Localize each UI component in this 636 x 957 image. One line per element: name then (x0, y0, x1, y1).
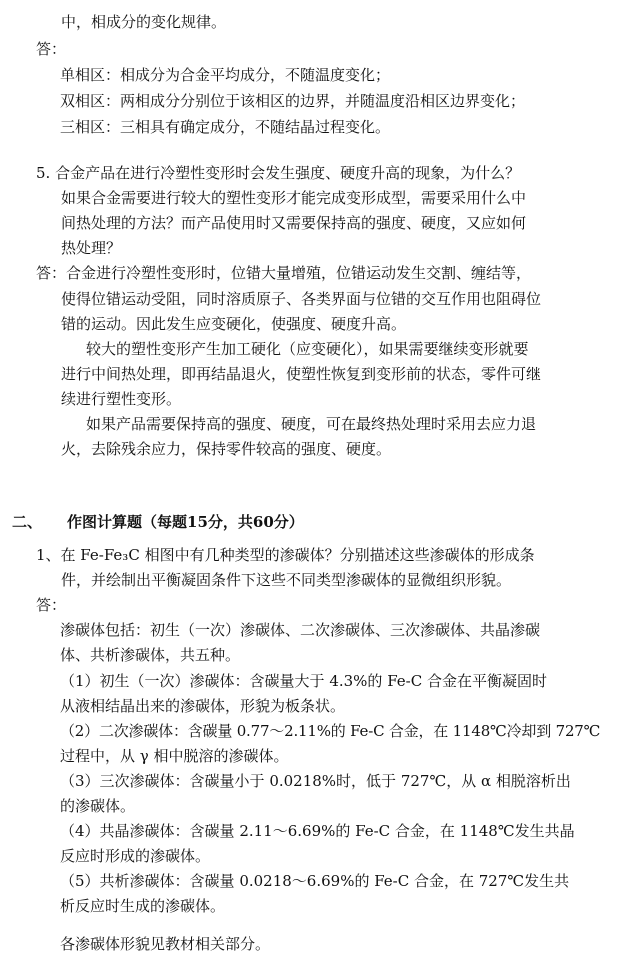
question-line: 间热处理的方法？而产品使用时又需要保持高的强度、硬度，又应如何 (61, 214, 527, 232)
answer-label: 答： (36, 40, 67, 58)
text-line: 三相区：三相具有确定成分，不随结晶过程变化。 (60, 118, 391, 136)
answer-line: 进行中间热处理，即再结晶退火，使塑性恢复到变形前的状态，零件可继 (61, 365, 542, 383)
list-item: （3）三次渗碳体：含碳量小于 0.0218%时，低于 727℃，从 α 相脱溶析出 (60, 772, 571, 790)
answer-line: 续进行塑性变形。 (61, 390, 182, 408)
answer-line: 答：合金进行冷塑性变形时，位错大量增殖，位错运动发生交割、缠结等， (36, 264, 532, 282)
text-line: 双相区：两相成分分别位于该相区的边界，并随温度沿相区边界变化； (60, 92, 526, 110)
answer-line: 错的运动。因此发生应变硬化，使强度、硬度升高。 (61, 315, 407, 333)
list-item: （4）共晶渗碳体：含碳量 2.11～6.69%的 Fe-C 合金，在 1148℃发生共晶 (60, 822, 575, 840)
section-number: 二、 (12, 513, 43, 531)
section-title: 作图计算题（每题15分，共60分） (67, 513, 304, 531)
list-item: 反应时形成的渗碳体。 (60, 847, 211, 865)
answer-label: 答： (36, 596, 67, 614)
list-item: 的渗碳体。 (60, 797, 136, 815)
answer-line: 较大的塑性变形产生加工硬化（应变硬化），如果需要继续变形就要 (86, 340, 529, 358)
list-item: 从液相结晶出来的渗碳体，形貌为板条状。 (60, 697, 346, 715)
question-line: 件，并绘制出平衡凝固条件下这些不同类型渗碳体的显微组织形貌。 (61, 571, 512, 589)
text-line: 中，相成分的变化规律。 (61, 13, 227, 31)
list-item: （2）二次渗碳体：含碳量 0.77～2.11%的 Fe-C 合金，在 1148℃冷却到 727℃ (60, 722, 601, 740)
list-item: 过程中，从 γ 相中脱溶的渗碳体。 (60, 747, 289, 765)
answer-line: 如果产品需要保持高的强度、硬度，可在最终热处理时采用去应力退 (86, 415, 537, 433)
question-line: 如果合金需要进行较大的塑性变形才能完成变形成型，需要采用什么中 (61, 189, 527, 207)
text-line: 单相区：相成分为合金平均成分，不随温度变化； (60, 66, 391, 84)
list-item: 析反应时生成的渗碳体。 (60, 897, 226, 915)
answer-line: 火，去除残余应力，保持零件较高的强度、硬度。 (61, 440, 392, 458)
answer-line: 使得位错运动受阻，同时溶质原子、各类界面与位错的交互作用也阻碍位 (61, 290, 542, 308)
list-item: （5）共析渗碳体：含碳量 0.0218～6.69%的 Fe-C 合金，在 727℃发生共 (60, 872, 570, 890)
question-line: 1、在 Fe-Fe₃C 相图中有几种类型的渗碳体？分别描述这些渗碳体的形成条 (36, 546, 535, 564)
question-line: 5. 合金产品在进行冷塑性变形时会发生强度、硬度升高的现象，为什么？ (36, 164, 521, 182)
answer-line: 渗碳体包括：初生（一次）渗碳体、二次渗碳体、三次渗碳体、共晶渗碳 (60, 621, 541, 639)
list-item: （1）初生（一次）渗碳体：含碳量大于 4.3%的 Fe-C 合金在平衡凝固时 (60, 672, 547, 690)
answer-line: 体、共析渗碳体，共五种。 (60, 646, 241, 664)
closing-line: 各渗碳体形貌见教材相关部分。 (60, 935, 271, 953)
question-line: 热处理？ (61, 239, 122, 257)
